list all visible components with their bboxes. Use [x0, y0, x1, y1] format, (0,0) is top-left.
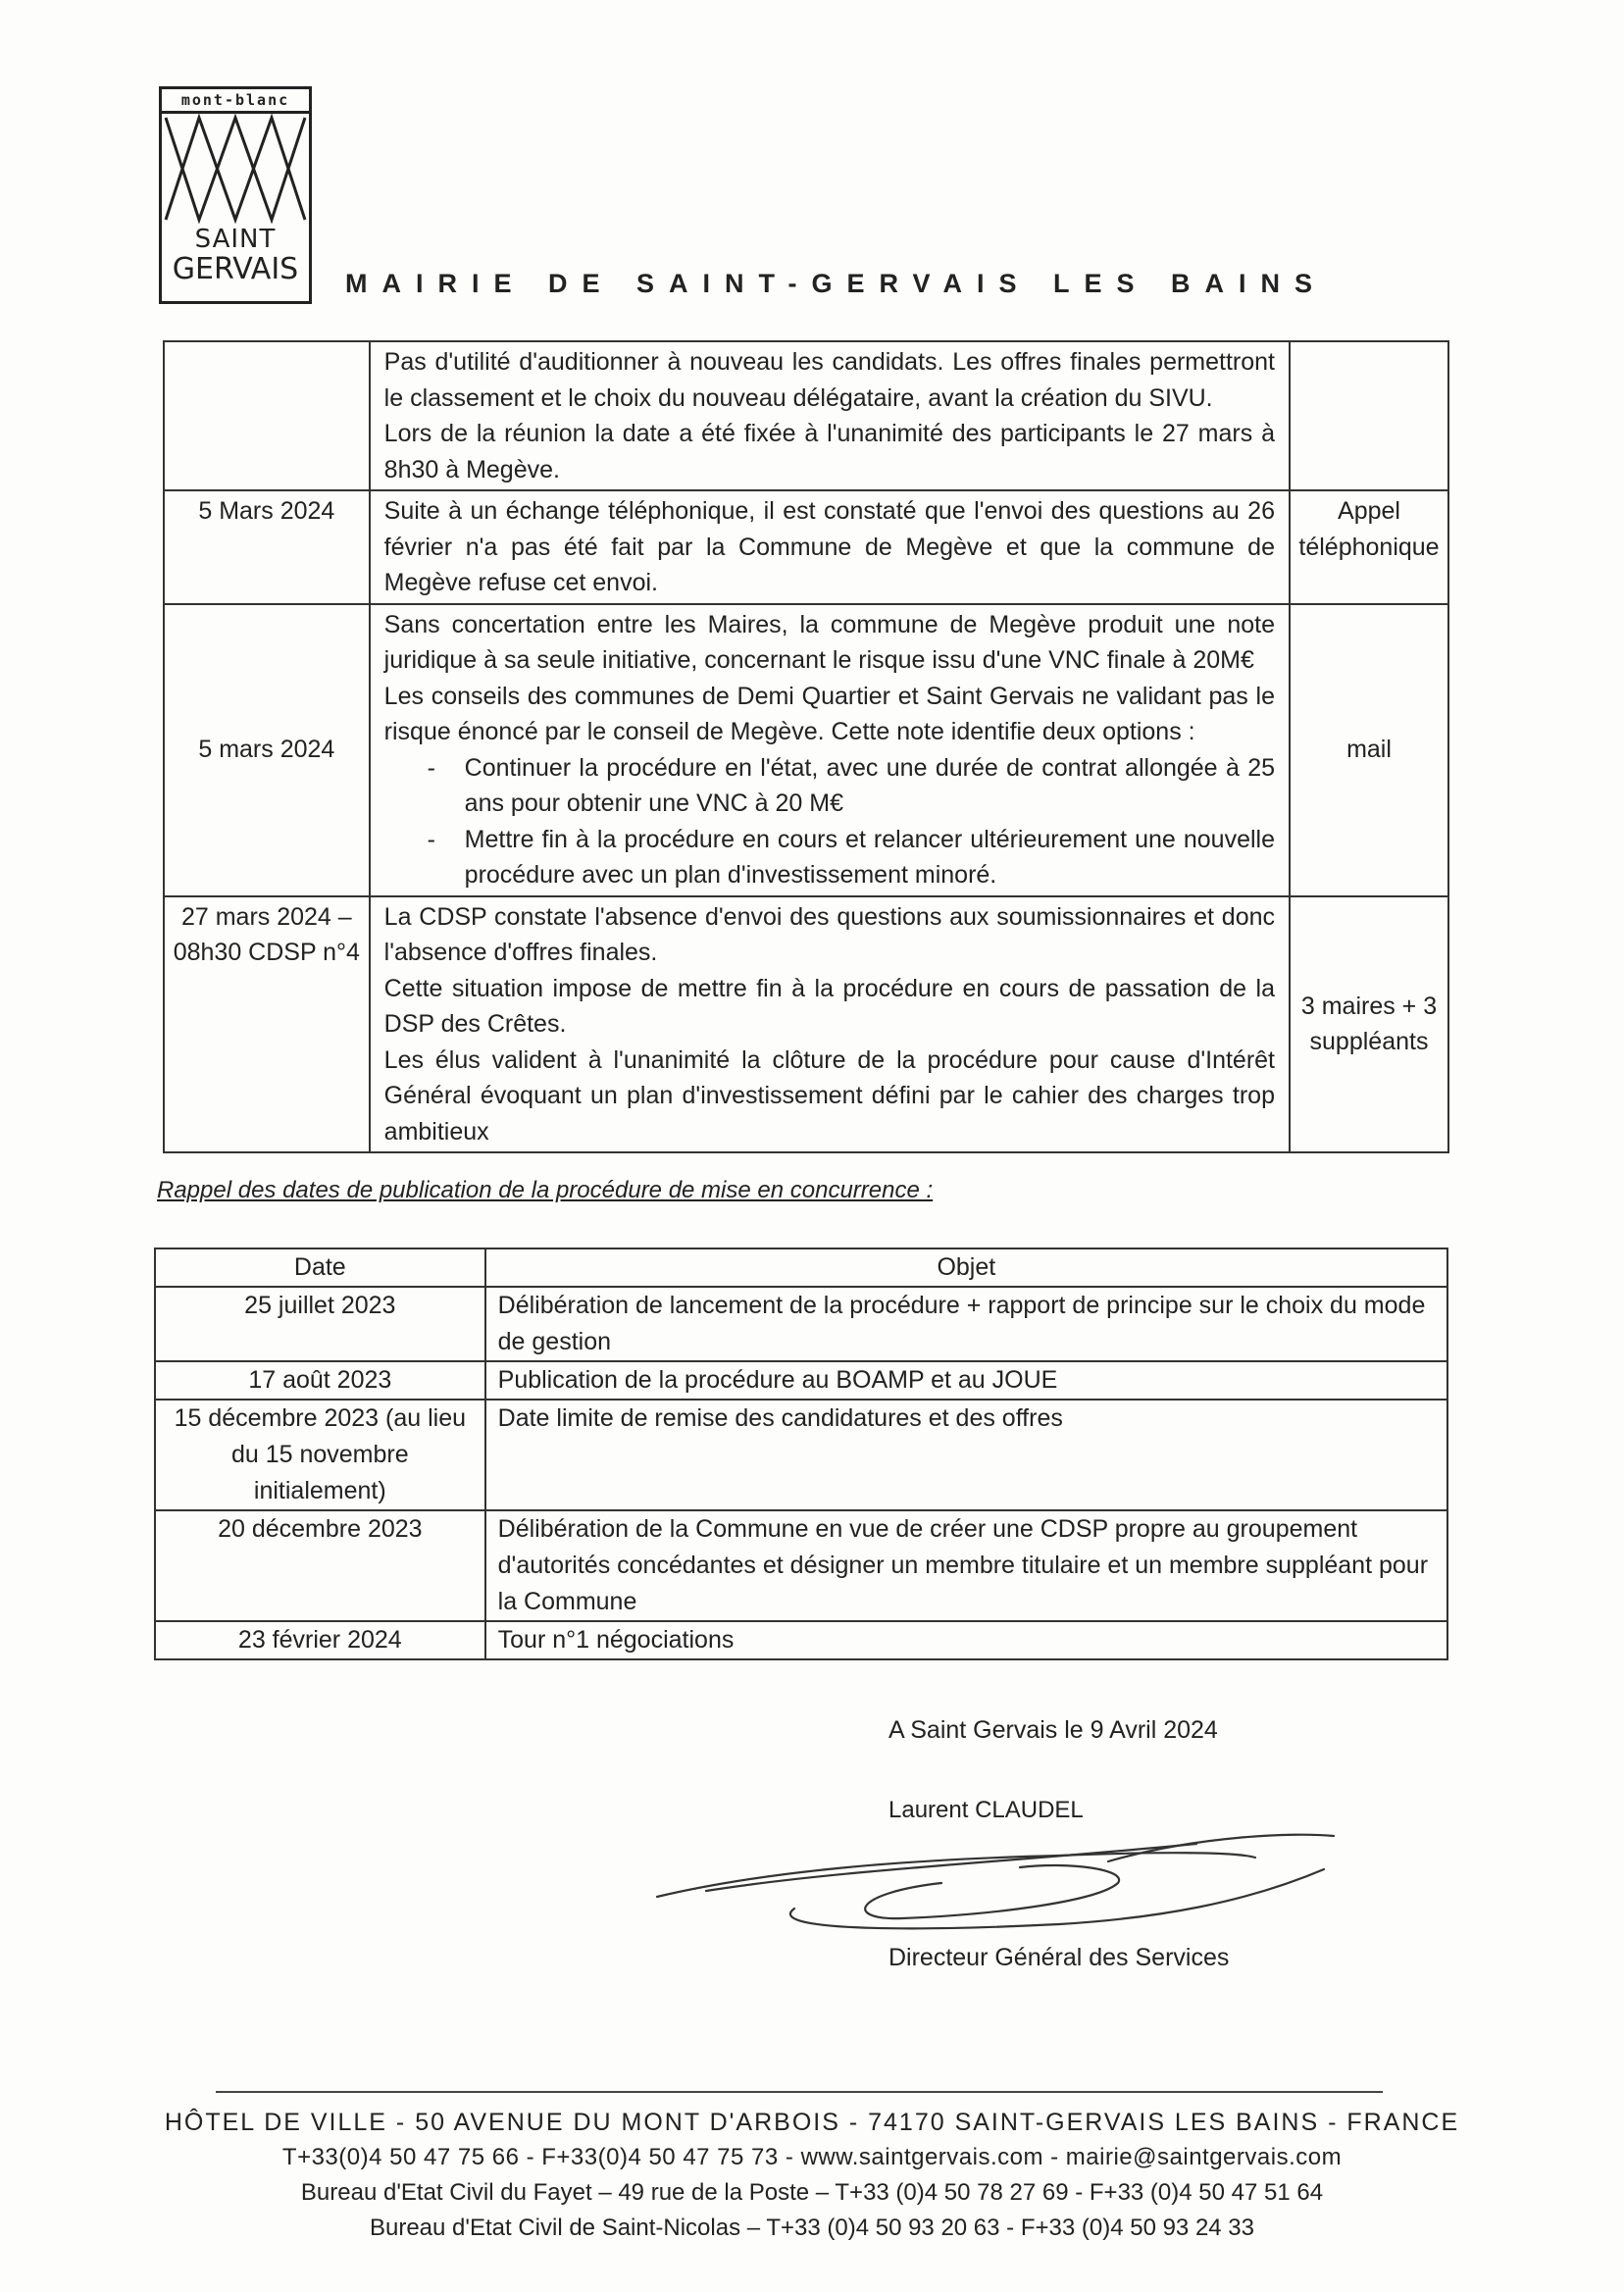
row-text-line: Les conseils des communes de Demi Quartier et Saint Gervais ne validant pas le risque énoncé par le conseil de Megève. Cette note identifie deux options :: [383, 682, 1275, 745]
row-text: [370, 341, 1290, 490]
mairie-title: MAIRIE DE SAINT-GERVAIS LES BAINS: [345, 269, 1328, 298]
rappel-heading: Rappel des dates de publication de la procédure de mise en concurrence :: [157, 1177, 934, 1203]
row-text-line: La CDSP constate l'absence d'envoi des questions aux soumissionnaires et donc l'absence d'offres finales.: [383, 902, 1275, 966]
signatory-title: Directeur Général des Services: [888, 1944, 1230, 1971]
table-row: [155, 1510, 1447, 1621]
table-row: [155, 1361, 1447, 1400]
cell-date: 15 décembre 2023 (au lieu du 15 novembre initialement): [155, 1400, 485, 1510]
cell-date: 25 juillet 2023: [155, 1287, 485, 1361]
footer-divider: [216, 2091, 1383, 2093]
options-list: [384, 750, 1275, 893]
cell-objet: Tour n°1 négociations: [485, 1621, 1447, 1659]
saint-gervais-logo: [159, 86, 312, 304]
signatory-name: Laurent CLAUDEL: [888, 1797, 1084, 1823]
row-text: [370, 896, 1290, 1153]
table-row: [164, 896, 1448, 1153]
logo-gervais-text: GERVAIS: [172, 252, 299, 286]
chronology-table: [163, 340, 1449, 1153]
row-text-line: Lors de la réunion la date a été fixée à l'unanimité des participants le 27 mars à 8h30 à Megève.: [383, 420, 1275, 484]
list-item: - Mettre fin à la procédure en cours et relancer ultérieurement une nouvelle procédure avec un plan d'investissement minoré.: [465, 822, 1275, 893]
row-text-line: Suite à un échange téléphonique, il est constaté que l'envoi des questions au 26 février n'a pas été fait par la Commune de Megève et que la commune de Megève refuse cet envoi.: [383, 497, 1275, 596]
logo-diamond-pattern-icon: [162, 114, 309, 224]
row-date: [164, 341, 370, 490]
footer-fayet-office: Bureau d'Etat Civil du Fayet – 49 rue de la Poste – T+33 (0)4 50 78 27 69 - F+33 (0)4 50 47 51 64: [300, 2179, 1324, 2206]
row-mode: mail: [1290, 604, 1448, 896]
column-header-date: Date: [155, 1248, 485, 1287]
publication-table: [154, 1248, 1448, 1660]
signature-place-date: A Saint Gervais le 9 Avril 2024: [888, 1716, 1218, 1744]
logo-saint-text: SAINT: [194, 225, 277, 254]
cell-date: 20 décembre 2023: [155, 1510, 485, 1621]
row-mode: Appel téléphonique: [1290, 490, 1448, 604]
handwritten-signature-icon: [647, 1822, 1353, 1940]
table-row: [155, 1400, 1447, 1510]
list-item: - Continuer la procédure en l'état, avec une durée de contrat allongée à 25 ans pour obtenir une VNC à 20 M€: [465, 750, 1275, 822]
table-row: [164, 604, 1448, 896]
row-mode: [1290, 341, 1448, 490]
table-header-row: [155, 1248, 1447, 1287]
row-text-line: Cette situation impose de mettre fin à la procédure en cours de passation de la DSP des Crêtes.: [383, 974, 1275, 1038]
cell-objet: Date limite de remise des candidatures et des offres: [485, 1400, 1447, 1510]
row-date: 5 Mars 2024: [164, 490, 370, 604]
table-row: [155, 1621, 1447, 1659]
column-header-objet: Objet: [485, 1248, 1447, 1287]
cell-date: 23 février 2024: [155, 1621, 485, 1659]
footer-contact: T+33(0)4 50 47 75 66 - F+33(0)4 50 47 75 73 - www.saintgervais.com - mairie@saintgervais.com: [281, 2144, 1343, 2170]
row-date: 27 mars 2024 – 08h30 CDSP n°4: [164, 896, 370, 1153]
row-text-line: Les élus valident à l'unanimité la clôture de la procédure pour cause d'Intérêt Général évoquant un plan d'investissement défini par le cahier des charges trop ambitieux: [383, 1045, 1275, 1146]
table-row: [164, 490, 1448, 604]
logo-mont-blanc-text: mont-blanc: [162, 89, 309, 114]
row-text-line: Sans concertation entre les Maires, la commune de Megève produit une note juridique à sa seule initiative, concernant le risque issu d'une VNC finale à 20M€: [383, 610, 1275, 674]
table-row: [164, 341, 1448, 490]
row-mode: 3 maires + 3 suppléants: [1290, 896, 1448, 1153]
row-text: [370, 604, 1290, 896]
row-text: [370, 490, 1290, 604]
cell-objet: Délibération de lancement de la procédure + rapport de principe sur le choix du mode de gestion: [485, 1287, 1447, 1361]
table-row: [155, 1287, 1447, 1361]
row-date: 5 mars 2024: [164, 604, 370, 896]
cell-objet: Délibération de la Commune en vue de créer une CDSP propre au groupement d'autorités concédantes et désigner un membre titulaire et un membre suppléant pour la Commune: [485, 1510, 1447, 1621]
cell-objet: Publication de la procédure au BOAMP et au JOUE: [485, 1361, 1447, 1400]
cell-date: 17 août 2023: [155, 1361, 485, 1400]
row-text-line: Pas d'utilité d'auditionner à nouveau les candidats. Les offres finales permettront le classement et le choix du nouveau délégataire, avant la création du SIVU.: [383, 348, 1275, 412]
footer-saint-nicolas-office: Bureau d'Etat Civil de Saint-Nicolas – T+33 (0)4 50 93 20 63 - F+33 (0)4 50 93 24 33: [369, 2215, 1254, 2241]
footer-address: HÔTEL DE VILLE - 50 AVENUE DU MONT D'ARBOIS - 74170 SAINT-GERVAIS LES BAINS - FRANCE: [164, 2109, 1460, 2136]
